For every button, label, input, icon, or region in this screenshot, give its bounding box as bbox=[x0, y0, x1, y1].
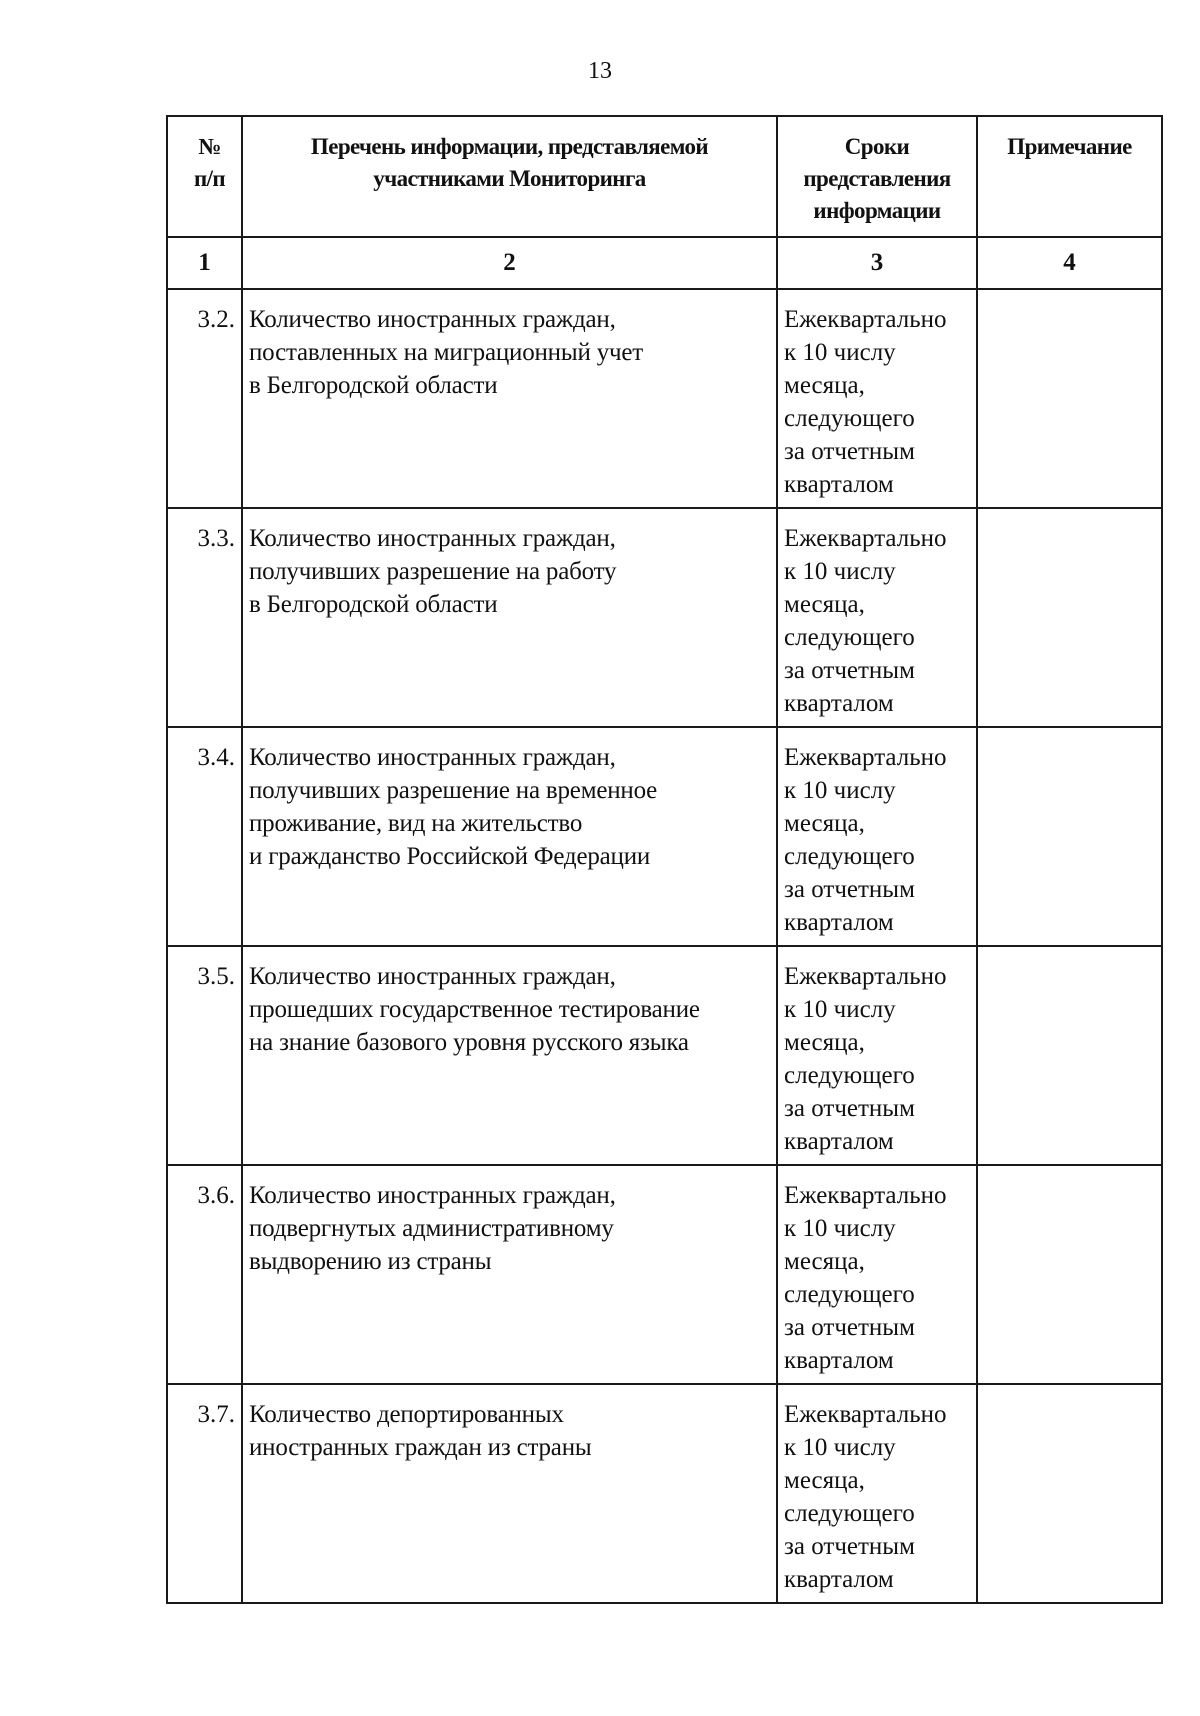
deadline-line: за отчетным bbox=[784, 1314, 915, 1341]
row-deadline bbox=[777, 946, 977, 1165]
deadline-line: следующего bbox=[784, 843, 915, 870]
deadline-line: следующего bbox=[784, 1062, 915, 1089]
row-number: 3.2. bbox=[167, 289, 242, 508]
deadline-line: Ежеквартально bbox=[784, 525, 947, 552]
info-line: поставленных на миграционный учет bbox=[249, 339, 643, 366]
table-row bbox=[167, 289, 1162, 508]
deadline-line: Ежеквартально bbox=[784, 306, 947, 333]
deadline-line: за отчетным bbox=[784, 1095, 915, 1122]
deadline-line: следующего bbox=[784, 1281, 915, 1308]
deadline-line: кварталом bbox=[784, 471, 894, 498]
info-line: и гражданство Российской Федерации bbox=[249, 843, 651, 870]
page-number: 13 bbox=[588, 58, 612, 84]
row-info-description bbox=[242, 1165, 777, 1384]
header-number-line: № bbox=[198, 134, 221, 159]
deadline-line: месяца, bbox=[784, 810, 865, 837]
header-info-list-line: Перечень информации, представляемой bbox=[310, 134, 709, 159]
header-number-line: п/п bbox=[193, 166, 226, 191]
row-number: 3.5. bbox=[167, 946, 242, 1165]
deadline-line: кварталом bbox=[784, 909, 894, 936]
header-deadlines-line: информации bbox=[813, 198, 941, 223]
row-deadline bbox=[777, 1165, 977, 1384]
header-note bbox=[977, 116, 1162, 237]
row-note bbox=[977, 1165, 1162, 1384]
table-row bbox=[167, 727, 1162, 946]
deadline-line: Ежеквартально bbox=[784, 744, 947, 771]
row-number: 3.3. bbox=[167, 508, 242, 727]
deadline-line: месяца, bbox=[784, 1467, 865, 1494]
row-info-description bbox=[242, 1384, 777, 1603]
row-deadline bbox=[777, 508, 977, 727]
header-info-list-line: участниками Мониторинга bbox=[373, 166, 646, 191]
table-header-row bbox=[167, 116, 1162, 237]
deadline-line: следующего bbox=[784, 1500, 915, 1527]
column-numbers-row bbox=[167, 237, 1162, 289]
deadline-line: кварталом bbox=[784, 1566, 894, 1593]
row-number: 3.6. bbox=[167, 1165, 242, 1384]
deadline-line: месяца, bbox=[784, 1248, 865, 1275]
info-line: Количество иностранных граждан, bbox=[249, 1182, 616, 1209]
info-line: Количество иностранных граждан, bbox=[249, 525, 616, 552]
header-deadlines bbox=[777, 116, 977, 237]
row-deadline bbox=[777, 289, 977, 508]
deadline-line: за отчетным bbox=[784, 438, 915, 465]
info-line: подвергнутых административному bbox=[249, 1215, 614, 1242]
deadline-line: следующего bbox=[784, 405, 915, 432]
header-info-list bbox=[242, 116, 777, 237]
table-row bbox=[167, 1384, 1162, 1603]
info-line: Количество иностранных граждан, bbox=[249, 963, 616, 990]
info-line: на знание базового уровня русского языка bbox=[249, 1029, 689, 1056]
table-row bbox=[167, 508, 1162, 727]
header-note-line: Примечание bbox=[1007, 134, 1132, 159]
deadline-line: следующего bbox=[784, 624, 915, 651]
column-number: 2 bbox=[242, 237, 777, 289]
info-line: проживание, вид на жительство bbox=[249, 810, 583, 837]
column-number: 1 bbox=[167, 237, 242, 289]
deadline-line: месяца, bbox=[784, 591, 865, 618]
deadline-line: Ежеквартально bbox=[784, 1401, 947, 1428]
row-info-description bbox=[242, 946, 777, 1165]
row-note bbox=[977, 946, 1162, 1165]
row-deadline bbox=[777, 727, 977, 946]
deadline-line: к 10 числу bbox=[784, 777, 896, 804]
info-line: получивших разрешение на временное bbox=[249, 777, 658, 804]
header-deadlines-line: представления bbox=[803, 166, 951, 191]
monitoring-info-table bbox=[166, 115, 1163, 1604]
deadline-line: к 10 числу bbox=[784, 996, 896, 1023]
deadline-line: месяца, bbox=[784, 372, 865, 399]
row-deadline bbox=[777, 1384, 977, 1603]
deadline-line: за отчетным bbox=[784, 657, 915, 684]
row-number: 3.7. bbox=[167, 1384, 242, 1603]
deadline-line: к 10 числу bbox=[784, 1434, 896, 1461]
info-line: получивших разрешение на работу bbox=[249, 558, 617, 585]
info-line: Количество депортированных bbox=[249, 1401, 564, 1428]
deadline-line: к 10 числу bbox=[784, 1215, 896, 1242]
table-row bbox=[167, 1165, 1162, 1384]
row-note bbox=[977, 1384, 1162, 1603]
deadline-line: кварталом bbox=[784, 690, 894, 717]
row-info-description bbox=[242, 508, 777, 727]
row-note bbox=[977, 289, 1162, 508]
header-number bbox=[167, 116, 242, 237]
deadline-line: кварталом bbox=[784, 1347, 894, 1374]
deadline-line: кварталом bbox=[784, 1128, 894, 1155]
row-info-description bbox=[242, 289, 777, 508]
deadline-line: месяца, bbox=[784, 1029, 865, 1056]
column-number: 4 bbox=[977, 237, 1162, 289]
row-note bbox=[977, 508, 1162, 727]
info-line: иностранных граждан из страны bbox=[249, 1434, 592, 1461]
deadline-line: к 10 числу bbox=[784, 339, 896, 366]
deadline-line: за отчетным bbox=[784, 876, 915, 903]
column-number: 3 bbox=[777, 237, 977, 289]
info-line: Количество иностранных граждан, bbox=[249, 306, 616, 333]
table-row bbox=[167, 946, 1162, 1165]
table-body bbox=[167, 237, 1162, 1603]
deadline-line: Ежеквартально bbox=[784, 1182, 947, 1209]
info-line: Количество иностранных граждан, bbox=[249, 744, 616, 771]
deadline-line: за отчетным bbox=[784, 1533, 915, 1560]
info-line: в Белгородской области bbox=[249, 591, 498, 618]
info-line: выдворению из страны bbox=[249, 1248, 492, 1275]
header-deadlines-line: Сроки bbox=[844, 134, 910, 159]
row-note bbox=[977, 727, 1162, 946]
deadline-line: Ежеквартально bbox=[784, 963, 947, 990]
row-number: 3.4. bbox=[167, 727, 242, 946]
info-line: в Белгородской области bbox=[249, 372, 498, 399]
info-line: прошедших государственное тестирование bbox=[249, 996, 700, 1023]
deadline-line: к 10 числу bbox=[784, 558, 896, 585]
row-info-description bbox=[242, 727, 777, 946]
